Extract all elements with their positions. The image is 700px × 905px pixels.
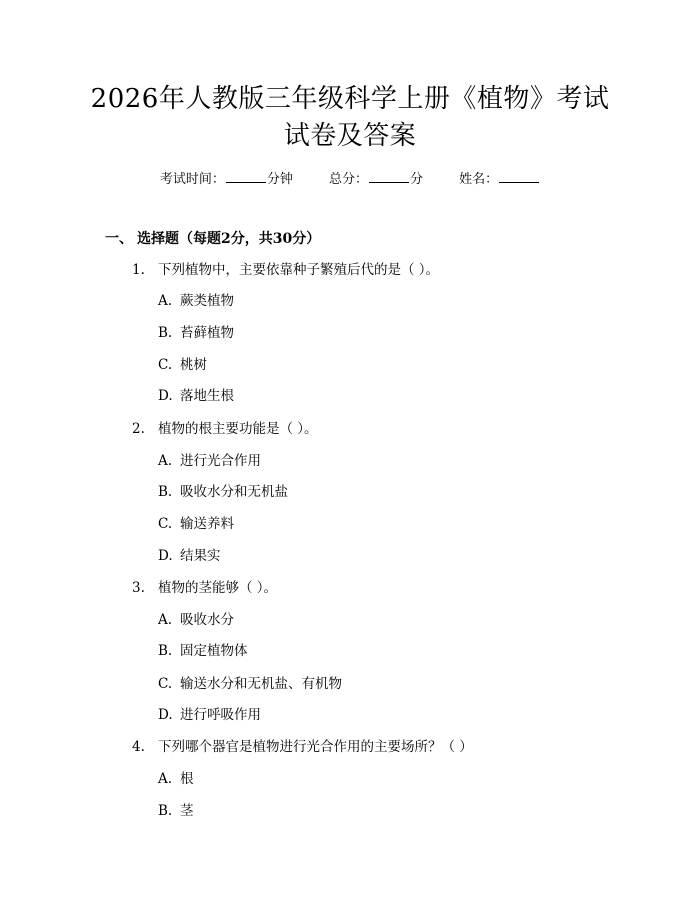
option-text: 茎 [180, 803, 194, 819]
option-text: 桃树 [180, 357, 207, 373]
question-4 [132, 737, 473, 757]
exam-title-line-1: 2026年人教版三年级科学上册《植物》考试 [90, 84, 610, 114]
exam-time-unit: 分钟 [266, 172, 293, 187]
question-2-option-c [158, 514, 234, 534]
question-1-option-c [158, 355, 207, 375]
question-2-option-a [158, 451, 261, 471]
student-name-field [459, 170, 540, 189]
option-text: 落地生根 [180, 388, 234, 404]
option-letter: A. [158, 771, 173, 787]
question-number: 1. [132, 262, 145, 278]
section-number: 一、 [105, 231, 133, 247]
option-letter: B. [158, 484, 173, 500]
option-text: 输送水分和无机盐、有机物 [180, 676, 342, 692]
option-letter: C. [158, 516, 173, 532]
student-name-blank [499, 170, 539, 183]
question-number: 4. [132, 739, 145, 755]
option-text: 结果实 [180, 548, 221, 564]
question-3-option-b [158, 641, 248, 661]
option-letter: D. [158, 548, 173, 564]
option-text: 固定植物体 [180, 643, 248, 659]
question-3-option-c [158, 674, 342, 694]
question-4-option-a [158, 769, 194, 789]
question-text: 下列哪个器官是植物进行光合作用的主要场所？（ ） [158, 739, 473, 755]
option-text: 输送养料 [180, 516, 234, 532]
option-text: 根 [180, 771, 194, 787]
question-4-option-b [158, 801, 194, 821]
exam-time-label: 考试时间： [159, 172, 225, 187]
exam-title-line-2: 试卷及答案 [283, 121, 417, 151]
option-letter: D. [158, 388, 173, 404]
question-3-option-a [158, 610, 234, 630]
question-text: 植物的根主要功能是（ ）。 [158, 421, 318, 437]
option-letter: A. [158, 453, 173, 469]
question-2 [132, 419, 318, 439]
exam-time-blank [226, 170, 266, 183]
option-text: 吸收水分 [180, 612, 234, 628]
total-score-field [329, 170, 423, 189]
question-1-option-a [158, 291, 234, 311]
question-text: 下列植物中，主要依靠种子繁殖后代的是（ ）。 [158, 262, 440, 278]
option-letter: A. [158, 293, 173, 309]
option-letter: C. [158, 676, 173, 692]
question-3 [132, 578, 277, 598]
question-1-option-b [158, 323, 234, 343]
question-text: 植物的茎能够（ ）。 [158, 580, 278, 596]
option-letter: B. [158, 643, 173, 659]
question-1-option-d [158, 386, 234, 406]
section-title: 选择题（每题2分，共30分） [137, 231, 321, 247]
option-letter: B. [158, 803, 173, 819]
option-letter: B. [158, 325, 173, 341]
option-text: 苔藓植物 [180, 325, 234, 341]
option-letter: A. [158, 612, 173, 628]
total-score-unit: 分 [410, 172, 424, 187]
total-score-blank [369, 170, 409, 183]
question-2-option-d [158, 546, 221, 566]
student-name-label: 姓名： [459, 172, 499, 187]
option-text: 进行光合作用 [180, 453, 261, 469]
option-text: 进行呼吸作用 [180, 707, 261, 723]
question-1 [132, 260, 439, 280]
option-text: 吸收水分和无机盐 [180, 484, 288, 500]
section-heading [105, 229, 320, 249]
question-number: 3. [132, 580, 145, 596]
exam-info-row [0, 170, 700, 189]
option-text: 蕨类植物 [180, 293, 234, 309]
question-2-option-b [158, 482, 288, 502]
exam-time-field [160, 170, 293, 189]
total-score-label: 总分： [328, 172, 368, 187]
option-letter: D. [158, 707, 173, 723]
question-3-option-d [158, 705, 261, 725]
option-letter: C. [158, 357, 173, 373]
question-number: 2. [132, 421, 145, 437]
